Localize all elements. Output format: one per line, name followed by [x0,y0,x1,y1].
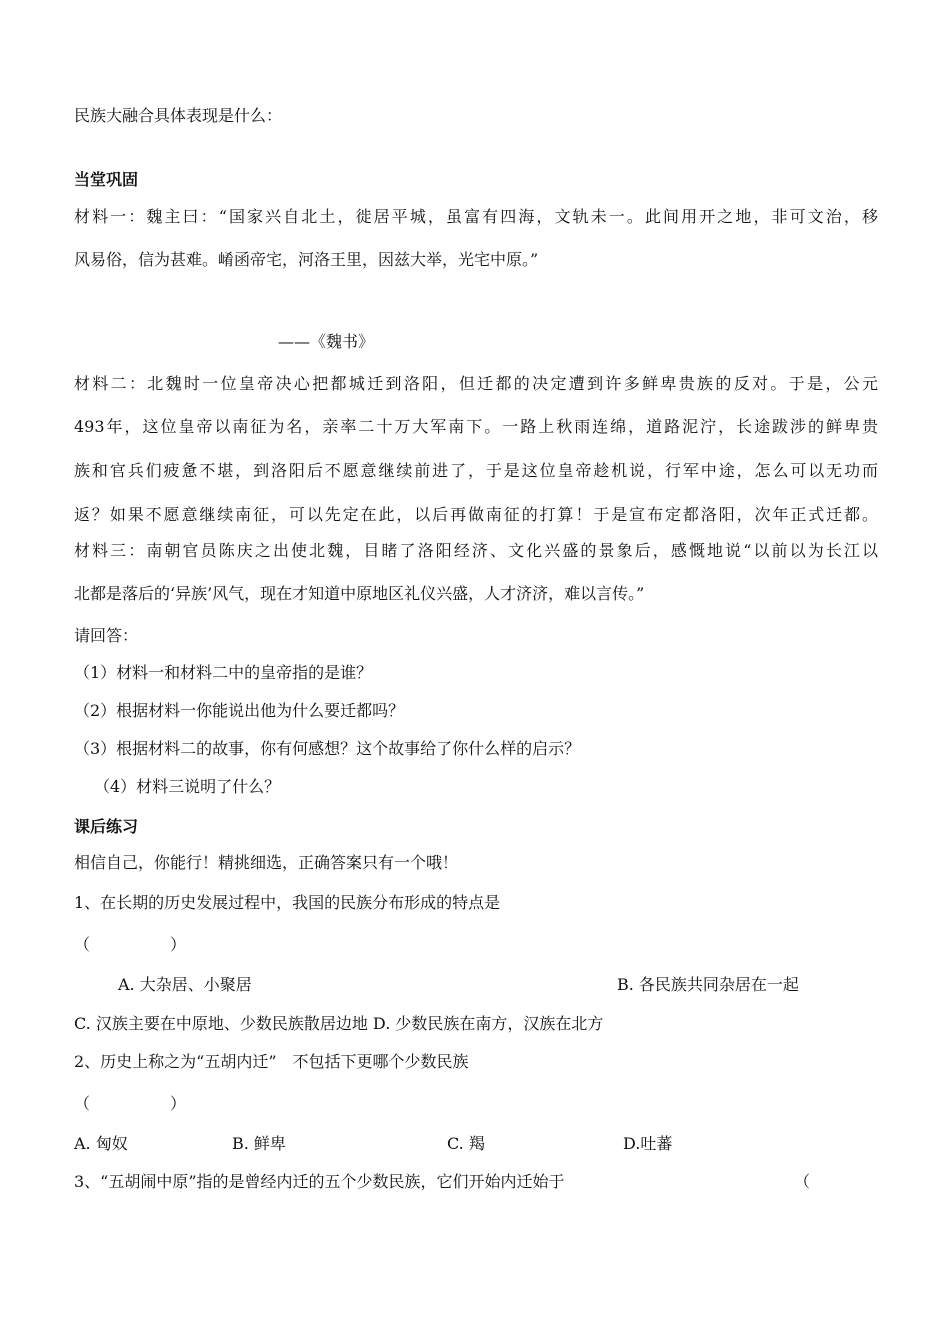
consolidation-heading: 当堂巩固 [74,170,139,189]
material3-line2: 北都是落后的‘异族’风气，现在才知道中原地区礼仪兴盛，人才济济，难以言传。” [74,584,645,603]
material1-line1: 材料一：魏主曰：“国家兴自北土，徙居平城，虽富有四海，文轨未一。此间用开之地，非可文治，移 [74,207,878,226]
q2-option-d: D.吐蕃 [623,1134,673,1153]
q1-answer-blank: （ ） [74,935,187,954]
material1-line2: 风易俗，信为甚难。崤函帝宅，河洛王里，因兹大举，光宅中原。” [74,250,539,269]
q2-option-b: B. 鲜卑 [232,1134,286,1153]
material2-line4: 返？如果不愿意继续南征，可以先定在此，以后再做南征的打算！于是宣布定都洛阳，次年正式迁都。 [74,505,878,524]
material1-source: ——《魏书》 [278,332,375,351]
q1-option-a: A. 大杂居、小聚居 [118,975,252,994]
question-1: （1）材料一和材料二中的皇帝指的是谁？ [74,663,373,682]
q2-option-c: C. 羯 [447,1134,485,1153]
q3-stem: 3、“五胡闹中原”指的是曾经内迁的五个少数民族，它们开始内迁始于 [74,1172,565,1191]
encouragement: 相信自己，你能行！精挑细选，正确答案只有一个哦！ [74,853,459,872]
q1-option-b: B. 各民族共同杂居在一起 [617,975,799,994]
question-2: （2）根据材料一你能说出他为什么要迁都吗？ [74,701,405,720]
answer-prompt: 请回答： [74,626,139,645]
material3-line1: 材料三：南朝官员陈庆之出使北魏，目睹了洛阳经济、文化兴盛的景象后，感慨地说“以前以为长江以 [74,541,878,560]
q2-stem: 2、历史上称之为“五胡内迁” 不包括下更哪个少数民族 [74,1052,469,1071]
q3-answer-paren: （ [794,1172,811,1191]
exercises-heading: 课后练习 [74,817,139,836]
q2-option-a: A. 匈奴 [74,1134,128,1153]
question-3: （3）根据材料二的故事，你有何感想？这个故事给了你什么样的启示？ [74,739,581,758]
intro-question: 民族大融合具体表现是什么： [74,106,283,125]
material2-line1: 材料二：北魏时一位皇帝决心把都城迁到洛阳，但迁都的决定遭到许多鲜卑贵族的反对。于是，公元 [74,374,878,393]
question-4: （4）材料三说明了什么？ [94,777,281,796]
q1-stem: 1、在长期的历史发展过程中，我国的民族分布形成的特点是 [74,893,501,912]
material2-line3: 族和官兵们疲惫不堪，到洛阳后不愿意继续前进了，于是这位皇帝趁机说，行军中途，怎么可以无功而 [74,461,878,480]
q1-option-cd: C. 汉族主要在中原地、少数民族散居边地 D. 少数民族在南方，汉族在北方 [74,1014,604,1033]
q2-answer-blank: （ ） [74,1094,187,1113]
material2-line2: 493年，这位皇帝以南征为名，亲率二十万大军南下。一路上秋雨连绵，道路泥泞，长途跋涉的鲜卑贵 [74,417,878,436]
